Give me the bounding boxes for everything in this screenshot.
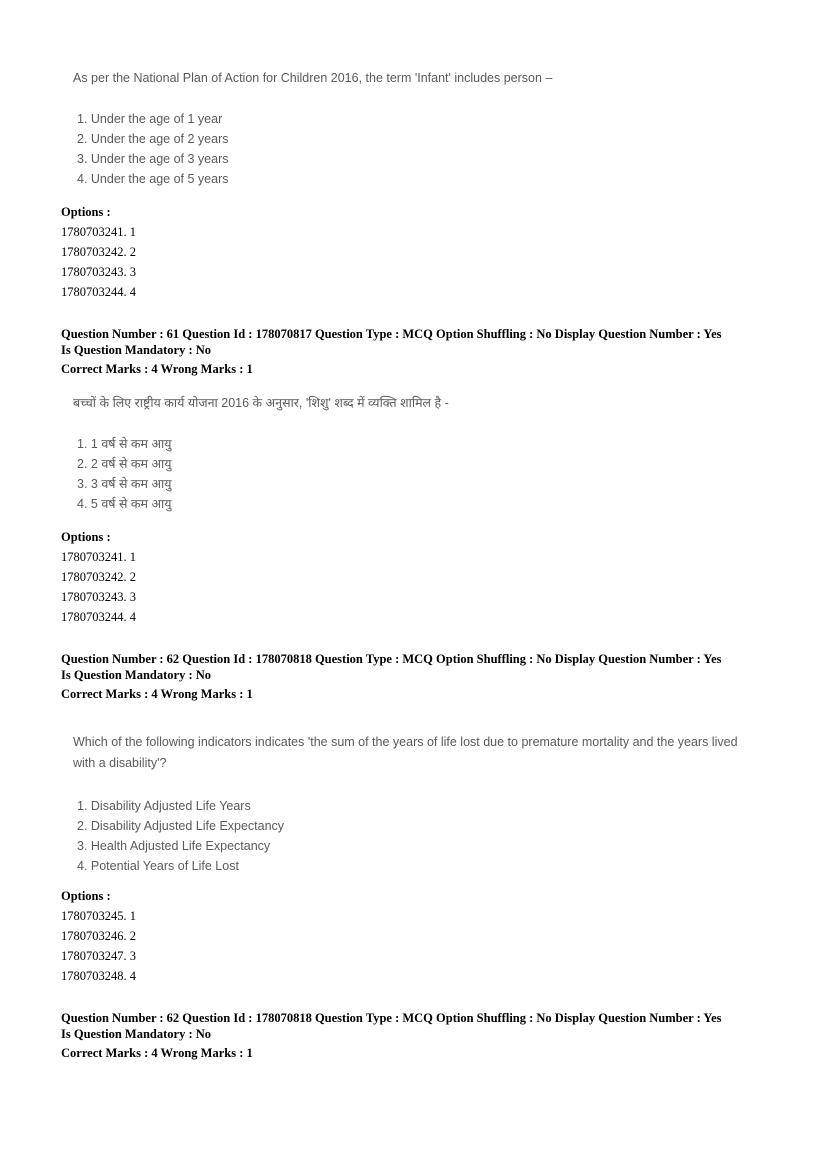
question-meta-line: Question Number : 62 Question Id : 178070818 Question Type : MCQ Option Shuffling : No Display Question Number : Yes	[61, 652, 722, 666]
choice-item: 3. 3 वर्ष से कम आयु	[77, 477, 172, 491]
choice-list	[73, 796, 763, 876]
marks-line: Correct Marks : 4 Wrong Marks : 1	[61, 1046, 253, 1060]
option-row: 1780703241. 1	[61, 550, 136, 564]
option-row: 1780703243. 3	[61, 265, 136, 279]
choice-item: 3. Under the age of 3 years	[77, 152, 229, 166]
question-meta	[61, 326, 771, 377]
question-meta	[61, 651, 771, 702]
options-label: Options :	[61, 205, 111, 219]
question-meta-line: Question Number : 61 Question Id : 178070817 Question Type : MCQ Option Shuffling : No Display Question Number : Yes	[61, 327, 722, 341]
choice-item: 2. 2 वर्ष से कम आयु	[77, 457, 172, 471]
choice-item: 1. Disability Adjusted Life Years	[77, 799, 251, 813]
choice-item: 4. 5 वर्ष से कम आयु	[77, 497, 172, 511]
options-label: Options :	[61, 530, 111, 544]
question-stem: Which of the following indicators indicates 'the sum of the years of life lost due to premature mortality and the years lived with a disability'?	[73, 735, 738, 770]
choice-item: 2. Under the age of 2 years	[77, 132, 229, 146]
options-block	[61, 886, 136, 986]
choice-item: 2. Disability Adjusted Life Expectancy	[77, 819, 285, 833]
options-block	[61, 202, 136, 302]
option-row: 1780703243. 3	[61, 590, 136, 604]
options-block	[61, 527, 136, 627]
question-image	[73, 68, 673, 189]
choice-item: 4. Under the age of 5 years	[77, 172, 229, 186]
option-row: 1780703244. 4	[61, 285, 136, 299]
mandatory-line: Is Question Mandatory : No	[61, 1027, 212, 1041]
question-image	[73, 393, 673, 514]
option-row: 1780703244. 4	[61, 610, 136, 624]
question-image	[73, 732, 763, 876]
option-row: 1780703247. 3	[61, 949, 136, 963]
option-row: 1780703242. 2	[61, 570, 136, 584]
marks-line: Correct Marks : 4 Wrong Marks : 1	[61, 362, 253, 376]
choice-item: 4. Potential Years of Life Lost	[77, 859, 239, 873]
options-label: Options :	[61, 889, 111, 903]
choice-list	[73, 109, 673, 189]
mandatory-line: Is Question Mandatory : No	[61, 343, 212, 357]
option-row: 1780703245. 1	[61, 909, 136, 923]
choice-item: 1. Under the age of 1 year	[77, 112, 223, 126]
question-stem: As per the National Plan of Action for Children 2016, the term 'Infant' includes person –	[73, 71, 553, 85]
choice-item: 1. 1 वर्ष से कम आयु	[77, 437, 172, 451]
marks-line: Correct Marks : 4 Wrong Marks : 1	[61, 687, 253, 701]
option-row: 1780703242. 2	[61, 245, 136, 259]
mandatory-line: Is Question Mandatory : No	[61, 668, 212, 682]
question-stem: बच्चों के लिए राष्ट्रीय कार्य योजना 2016 के अनुसार, 'शिशु' शब्द में व्यक्ति शामिल है -	[73, 396, 449, 410]
choice-list	[73, 434, 673, 514]
option-row: 1780703241. 1	[61, 225, 136, 239]
choice-item: 3. Health Adjusted Life Expectancy	[77, 839, 271, 853]
option-row: 1780703248. 4	[61, 969, 136, 983]
option-row: 1780703246. 2	[61, 929, 136, 943]
question-meta-line: Question Number : 62 Question Id : 178070818 Question Type : MCQ Option Shuffling : No Display Question Number : Yes	[61, 1011, 722, 1025]
question-meta	[61, 1010, 771, 1061]
